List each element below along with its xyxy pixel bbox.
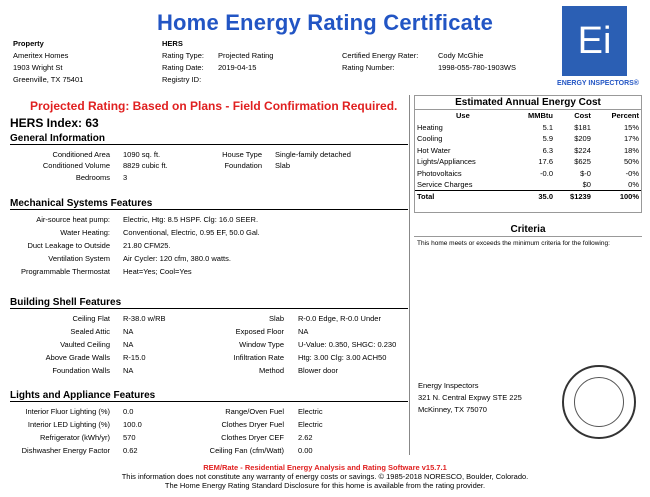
field-label: Sealed Attic xyxy=(70,327,110,336)
field-value: 2.62 xyxy=(298,433,313,442)
field-value: NA xyxy=(123,340,134,349)
field-value: R-15.0 xyxy=(123,353,146,362)
hers-block xyxy=(162,38,332,86)
registry-id-label: Registry ID: xyxy=(162,75,202,84)
rating-date-value: 2019-04-15 xyxy=(218,63,257,72)
field-value: 100.0 xyxy=(123,420,142,429)
table-row xyxy=(415,168,641,180)
company-line: McKinney, TX 75070 xyxy=(418,405,487,414)
field-value: Blower door xyxy=(298,366,339,375)
field-value: Heat=Yes; Cool=Yes xyxy=(123,267,192,276)
field-value: 8829 cubic ft. xyxy=(123,161,168,170)
table-row xyxy=(415,179,641,191)
cell: 100% xyxy=(619,192,639,201)
property-line: Greenville, TX 75401 xyxy=(13,75,84,84)
field-label: Clothes Dryer Fuel xyxy=(221,420,284,429)
field-label: Infiltration Rate xyxy=(233,353,284,362)
cell: 6.3 xyxy=(542,145,553,155)
field-value: 1090 sq. ft. xyxy=(123,150,161,159)
field-value: Air Cycler: 120 cfm, 380.0 watts. xyxy=(123,254,231,263)
field-label: Foundation xyxy=(224,161,262,170)
disclaimer-line: The Home Energy Rating Standard Disclosure for this home is available from the rating provider. xyxy=(164,481,486,490)
projected-note: Projected Rating: Based on Plans - Field Confirmation Required. xyxy=(30,99,398,113)
energy-cost-table xyxy=(415,110,641,202)
cell: Service Charges xyxy=(417,180,473,189)
cell: Cooling xyxy=(417,134,443,144)
cell: $181 xyxy=(574,122,591,132)
field-label: Dishwasher Energy Factor xyxy=(21,446,110,455)
field-label: Exposed Floor xyxy=(235,327,284,336)
criteria-text: This home meets or exceeds the minimum criteria for the following: xyxy=(417,240,610,247)
cell: 15% xyxy=(623,122,639,132)
property-line: 1903 Wright St xyxy=(13,63,63,72)
mechanical-section-title: Mechanical Systems Features xyxy=(10,198,408,210)
field-label: Conditioned Area xyxy=(52,150,110,159)
rater-label: Certified Energy Rater: xyxy=(342,51,419,60)
field-value: R-0.0 Edge, R-0.0 Under xyxy=(298,314,381,323)
rating-number-value: 1998-055-780-1903WS xyxy=(438,63,516,72)
cell: 5.1 xyxy=(542,122,553,132)
field-value: Slab xyxy=(275,161,291,170)
col-header: Use xyxy=(456,111,470,121)
cell: Lights/Appliances xyxy=(417,157,476,167)
field-value: Single-family detached xyxy=(275,150,351,159)
field-value: R-38.0 w/RB xyxy=(123,314,166,323)
property-block xyxy=(13,38,153,86)
field-label: Method xyxy=(258,366,284,375)
page-title: Home Energy Rating Certificate xyxy=(156,10,494,35)
cell: $0 xyxy=(582,180,591,189)
property-label: Property xyxy=(13,39,44,48)
field-label: Interior Fluor Lighting (%) xyxy=(25,407,110,416)
cell: $625 xyxy=(574,157,591,167)
field-value: Electric xyxy=(298,420,323,429)
shell-section-title: Building Shell Features xyxy=(10,297,408,309)
field-label: Slab xyxy=(268,314,284,323)
field-value: 3 xyxy=(123,173,128,182)
cell: 0% xyxy=(628,180,639,189)
field-label: Air-source heat pump: xyxy=(36,215,110,224)
lights-section-title: Lights and Appliance Features xyxy=(10,390,408,402)
table-row xyxy=(415,156,641,168)
energy-cost-title: Estimated Annual Energy Cost xyxy=(415,96,641,110)
field-label: Ceiling Flat xyxy=(72,314,110,323)
field-value: 0.62 xyxy=(123,446,138,455)
table-total-row xyxy=(415,191,641,203)
col-header: Percent xyxy=(611,111,639,121)
field-label: Bedrooms xyxy=(75,173,110,182)
field-value: 570 xyxy=(123,433,136,442)
cell: -0.0 xyxy=(540,168,553,178)
cell: Total xyxy=(417,192,435,201)
field-value: NA xyxy=(123,327,134,336)
field-value: U-Value: 0.350, SHGC: 0.230 xyxy=(298,340,397,349)
general-section-title: General Information xyxy=(10,133,408,145)
cell: 17.6 xyxy=(538,157,553,167)
rater-value: Cody McGhie xyxy=(438,51,484,60)
field-label: Above Grade Walls xyxy=(45,353,110,362)
field-label: Ventilation System xyxy=(48,254,110,263)
cell: 50% xyxy=(623,157,639,167)
cell: 5.9 xyxy=(542,134,553,144)
field-label: Clothes Dryer CEF xyxy=(221,433,284,442)
field-label: Vaulted Ceiling xyxy=(60,340,110,349)
field-label: Refrigerator (kWh/yr) xyxy=(39,433,110,442)
field-label: Water Heating: xyxy=(60,228,110,237)
energy-cost-panel xyxy=(414,95,642,213)
col-header: Cost xyxy=(574,111,591,121)
hers-index: HERS Index: 63 xyxy=(10,116,99,130)
field-label: Programmable Thermostat xyxy=(20,267,110,276)
field-value: Conventional, Electric, 0.95 EF, 50.0 Gal. xyxy=(123,228,260,237)
table-header-row xyxy=(415,110,641,122)
resnet-seal-icon xyxy=(562,365,636,439)
company-address xyxy=(418,380,558,416)
table-row xyxy=(415,122,641,134)
rater-block xyxy=(342,50,552,74)
criteria-panel xyxy=(414,222,642,362)
field-label: Interior LED Lighting (%) xyxy=(27,420,110,429)
rating-number-label: Rating Number: xyxy=(342,63,395,72)
cell: $209 xyxy=(574,134,591,144)
field-value: Htg: 3.00 Clg: 3.00 ACH50 xyxy=(298,353,387,362)
cell: 18% xyxy=(623,145,639,155)
cell: Photovoltaics xyxy=(417,168,462,178)
field-value: 0.00 xyxy=(298,446,313,455)
field-value: Electric, Htg: 8.5 HSPF. Clg: 16.0 SEER. xyxy=(123,215,259,224)
field-label: Range/Oven Fuel xyxy=(225,407,284,416)
company-logo xyxy=(562,6,627,76)
table-row xyxy=(415,133,641,145)
company-line: Energy Inspectors xyxy=(418,381,479,390)
software-credit: REM/Rate - Residential Energy Analysis and Rating Software v15.7.1 xyxy=(203,463,447,472)
criteria-title: Criteria xyxy=(414,222,642,237)
field-value: NA xyxy=(298,327,309,336)
rating-date-label: Rating Date: xyxy=(162,63,204,72)
cell: Heating xyxy=(417,122,443,132)
col-header: MMBtu xyxy=(528,111,553,121)
logo-mark: Ei xyxy=(577,20,612,62)
field-label: Duct Leakage to Outside xyxy=(27,241,110,250)
cell xyxy=(511,179,555,191)
field-value: 21.80 CFM25. xyxy=(123,241,171,250)
cell: 35.0 xyxy=(538,192,553,201)
cell: Hot Water xyxy=(417,145,451,155)
cell: -0% xyxy=(625,168,639,178)
field-value: 0.0 xyxy=(123,407,134,416)
field-label: Window Type xyxy=(239,340,284,349)
column-divider xyxy=(409,95,410,455)
cell: $1239 xyxy=(570,192,591,201)
hers-label: HERS xyxy=(162,39,183,48)
disclaimer-line: This information does not constitute any warranty of energy costs or savings. © 1985-2018 NORESCO, Boulder, Colorado. xyxy=(121,472,529,481)
cell: $224 xyxy=(574,145,591,155)
seal-inner-ring xyxy=(574,377,624,427)
property-line: Ameritex Homes xyxy=(13,51,69,60)
rating-type-label: Rating Type: xyxy=(162,51,204,60)
field-label: Conditioned Volume xyxy=(42,161,110,170)
field-value: NA xyxy=(123,366,134,375)
company-line: 321 N. Central Expwy STE 225 xyxy=(418,393,522,402)
cell: $-0 xyxy=(580,168,591,178)
field-label: Ceiling Fan (cfm/Watt) xyxy=(209,446,284,455)
field-value: Electric xyxy=(298,407,323,416)
field-label: Foundation Walls xyxy=(52,366,110,375)
field-label: House Type xyxy=(222,150,262,159)
table-row xyxy=(415,145,641,157)
cell: 17% xyxy=(623,134,639,144)
rating-type-value: Projected Rating xyxy=(218,51,274,60)
logo-text: ENERGY INSPECTORS® xyxy=(557,80,639,87)
